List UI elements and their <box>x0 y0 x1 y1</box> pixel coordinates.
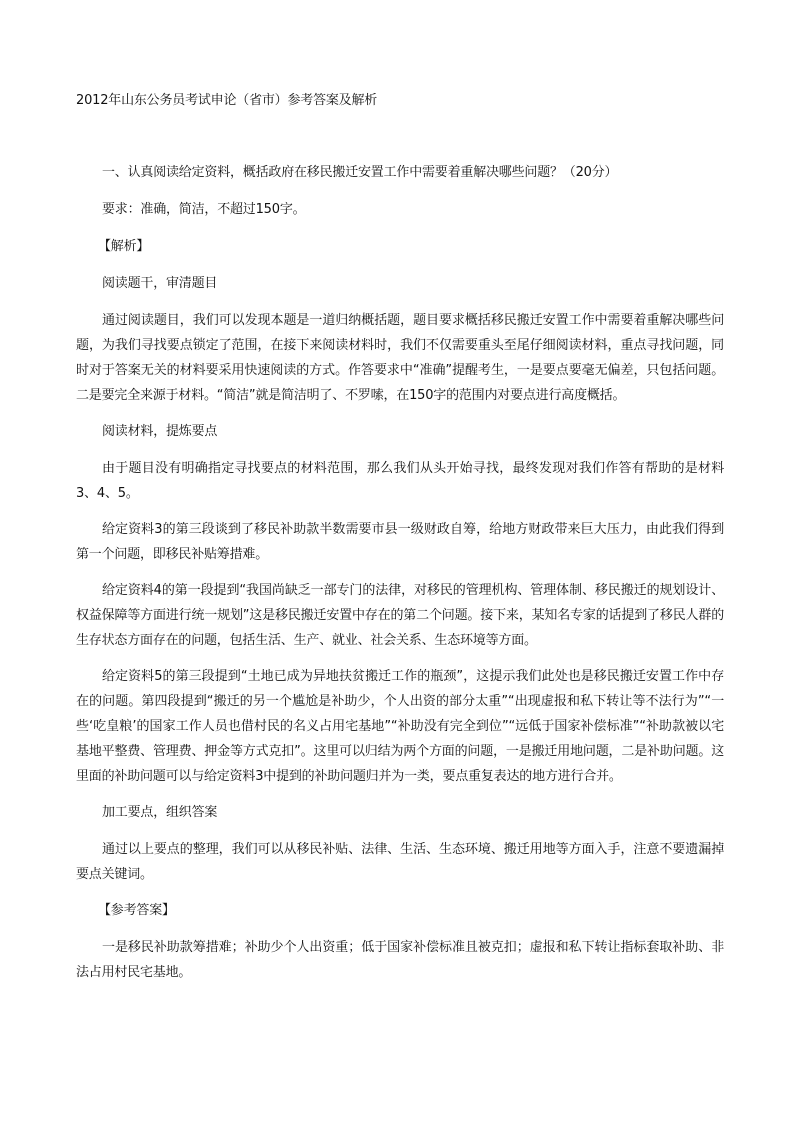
body-paragraph: 由于题目没有明确指定寻找要点的材料范围，那么我们从头开始寻找，最终发现对我们作答有帮助的是材料3、4、5。 <box>76 461 724 501</box>
body-paragraph: 通过阅读题目，我们可以发现本题是一道归纳概括题，题目要求概括移民搬迁安置工作中需要着重解决哪些问题，为我们寻找要点锁定了范围，在接下来阅读材料时，我们不仅需要重头至尾仔细阅读材料，重点寻找问题，同时对于答案无关的材料要采用快速阅读的方式。作答要求中“准确”提醒考生，一是要点要毫无偏差，只包括问题。二是要完全来源于材料。“简洁”就是简洁明了、不罗嗦，在150字的范围内对要点进行高度概括。 <box>76 313 724 403</box>
requirement-paragraph: 要求：准确，简洁，不超过150字。 <box>102 202 306 217</box>
body-paragraph: 通过以上要点的整理，我们可以从移民补贴、法律、生活、生态环境、搬迁用地等方面入手，注意不要遗漏掉要点关键词。 <box>76 842 724 882</box>
body-paragraph: 给定资料4的第一段提到“我国尚缺乏一部专门的法律，对移民的管理机构、管理体制、移民搬迁的规划设计、权益保障等方面进行统一规划”这是移民搬迁安置中存在的第二个问题。接下来，某知名专家的话提到了移民人群的生存状态方面存在的问题，包括生活、生产、就业、社会关系、生态环境等方面。 <box>76 583 724 648</box>
document-title: 2012年山东公务员考试申论（省市）参考答案及解析 <box>76 93 378 108</box>
analysis-heading: 【解析】 <box>98 239 150 254</box>
section-heading-organize-answer: 加工要点，组织答案 <box>102 805 218 820</box>
body-paragraph: 给定资料3的第三段谈到了移民补助款半数需要市县一级财政自筹，给地方财政带来巨大压力，由此我们得到第一个问题，即移民补贴筹措难。 <box>76 522 724 562</box>
reference-answer-paragraph: 一是移民补助款筹措难；补助少个人出资重；低于国家补偿标准且被克扣；虚报和私下转让指标套取补助、非法占用村民宅基地。 <box>76 940 724 980</box>
question-paragraph: 一、认真阅读给定资料，概括政府在移民搬迁安置工作中需要着重解决哪些问题？（20分） <box>102 165 618 180</box>
document-body <box>76 160 724 996</box>
section-heading-read-materials: 阅读材料，提炼要点 <box>102 424 218 439</box>
body-paragraph: 给定资料5的第三段提到“土地已成为异地扶贫搬迁工作的瓶颈”，这提示我们此处也是移民搬迁安置工作中存在的问题。第四段提到“搬迁的另一个尴尬是补助少，个人出资的部分太重”“出现虚报和私下转让等不法行为”“一些‘吃皇粮’的国家工作人员也借村民的名义占用宅基地”“补助没有完全到位”“远低于国家补偿标准”“补助款被以宅基地平整费、管理费、押金等方式克扣”。这里可以归结为两个方面的问题，一是搬迁用地问题，二是补助问题。这里面的补助问题可以与给定资料3中提到的补助问题归并为一类，要点重复表达的地方进行合并。 <box>76 669 724 784</box>
section-heading-read-question: 阅读题干，审清题目 <box>102 276 218 291</box>
reference-answer-heading: 【参考答案】 <box>98 903 175 918</box>
